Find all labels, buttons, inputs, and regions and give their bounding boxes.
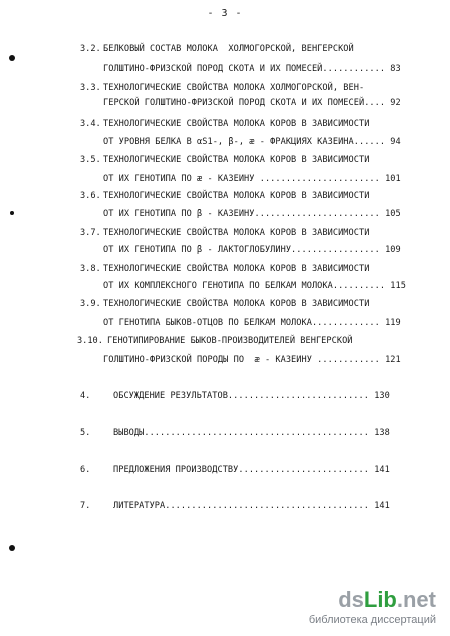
toc-line: ТЕХНОЛОГИЧЕСКИЕ СВОЙСТВА МОЛОКА КОРОВ В ЗАВИСИМОСТИ — [103, 228, 370, 238]
toc-number: 3.4. — [80, 119, 101, 129]
toc-number: 3.6. — [80, 191, 101, 201]
dslib-watermark — [309, 588, 436, 626]
margin-mark — [10, 211, 14, 215]
toc-number: 3.7. — [80, 228, 101, 238]
toc-line: ГОЛШТИНО-ФРИЗСКОЙ ПОРОД СКОТА И ИХ ПОМЕСЕЙ............ 83 — [103, 64, 401, 74]
toc-line: ОТ ГЕНОТИПА БЫКОВ-ОТЦОВ ПО БЕЛКАМ МОЛОКА............. 119 — [103, 318, 401, 328]
toc-line: ОТ УРОВНЯ БЕЛКА В αS1-, β-, æ - ФРАКЦИЯХ КАЗЕИНА...... 94 — [103, 137, 401, 147]
toc-line: ОТ ИХ ГЕНОТИПА ПО æ - КАЗЕИНУ ....................... 101 — [103, 174, 401, 184]
toc-line: ТЕХНОЛОГИЧЕСКИЕ СВОЙСТВА МОЛОКА КОРОВ В ЗАВИСИМОСТИ — [103, 119, 370, 129]
toc-line: ОТ ИХ КОМПЛЕКСНОГО ГЕНОТИПА ПО БЕЛКАМ МОЛОКА.......... 115 — [103, 281, 406, 291]
margin-mark — [9, 55, 15, 61]
toc-line: ГЕНОТИПИРОВАНИЕ БЫКОВ-ПРОИЗВОДИТЕЛЕЙ ВЕНГЕРСКОЙ — [107, 336, 353, 346]
toc-number: 3.3. — [80, 83, 101, 93]
toc-line: ОТ ИХ ГЕНОТИПА ПО β - КАЗЕИНУ........................ 105 — [103, 209, 401, 219]
toc-line: ГОЛШТИНО-ФРИЗСКОЙ ПОРОДЫ ПО æ - КАЗЕИНУ ............ 121 — [103, 355, 401, 365]
page-number: - 3 - — [207, 8, 243, 19]
watermark-subtitle: библиотека диссертаций — [308, 614, 436, 626]
toc-line: ТЕХНОЛОГИЧЕСКИЕ СВОЙСТВА МОЛОКА ХОЛМОГОРСКОЙ, ВЕН- — [103, 83, 365, 93]
toc-line: ТЕХНОЛОГИЧЕСКИЕ СВОЙСТВА МОЛОКА КОРОВ В ЗАВИСИМОСТИ — [103, 264, 370, 274]
toc-number: 3.5. — [80, 155, 101, 165]
toc-line: ОТ ИХ ГЕНОТИПА ПО β - ЛАКТОГЛОБУЛИНУ................. 109 — [103, 245, 401, 255]
toc-line: ТЕХНОЛОГИЧЕСКИЕ СВОЙСТВА МОЛОКА КОРОВ В ЗАВИСИМОСТИ — [103, 191, 370, 201]
section-title: ЛИТЕРАТУРА....................................... 141 — [113, 501, 390, 511]
toc-line: ТЕХНОЛОГИЧЕСКИЕ СВОЙСТВА МОЛОКА КОРОВ В ЗАВИСИМОСТИ — [103, 155, 370, 165]
toc-line: ГЕРСКОЙ ГОЛШТИНО-ФРИЗСКОЙ ПОРОД СКОТА И ИХ ПОМЕСЕЙ.... 92 — [103, 98, 401, 108]
section-title: ВЫВОДЫ........................................... 138 — [113, 428, 390, 438]
section-title: ОБСУЖДЕНИЕ РЕЗУЛЬТАТОВ........................... 130 — [113, 391, 390, 401]
section-number: 6. — [80, 465, 91, 475]
margin-mark — [9, 545, 15, 551]
toc-line: БЕЛКОВЫЙ СОСТАВ МОЛОКА ХОЛМОГОРСКОЙ, ВЕНГЕРСКОЙ — [103, 44, 354, 54]
section-number: 4. — [80, 391, 91, 401]
toc-number: 3.8. — [80, 264, 101, 274]
toc-number: 3.2. — [80, 44, 101, 54]
section-title: ПРЕДЛОЖЕНИЯ ПРОИЗВОДСТВУ......................... 141 — [113, 465, 390, 475]
dslib-logo: dsLib.net — [338, 587, 436, 612]
toc-number: 3.9. — [80, 299, 101, 309]
section-number: 5. — [80, 428, 91, 438]
toc-number: 3.10. — [77, 336, 103, 346]
section-number: 7. — [80, 501, 91, 511]
toc-line: ТЕХНОЛОГИЧЕСКИЕ СВОЙСТВА МОЛОКА КОРОВ В ЗАВИСИМОСТИ — [103, 299, 370, 309]
